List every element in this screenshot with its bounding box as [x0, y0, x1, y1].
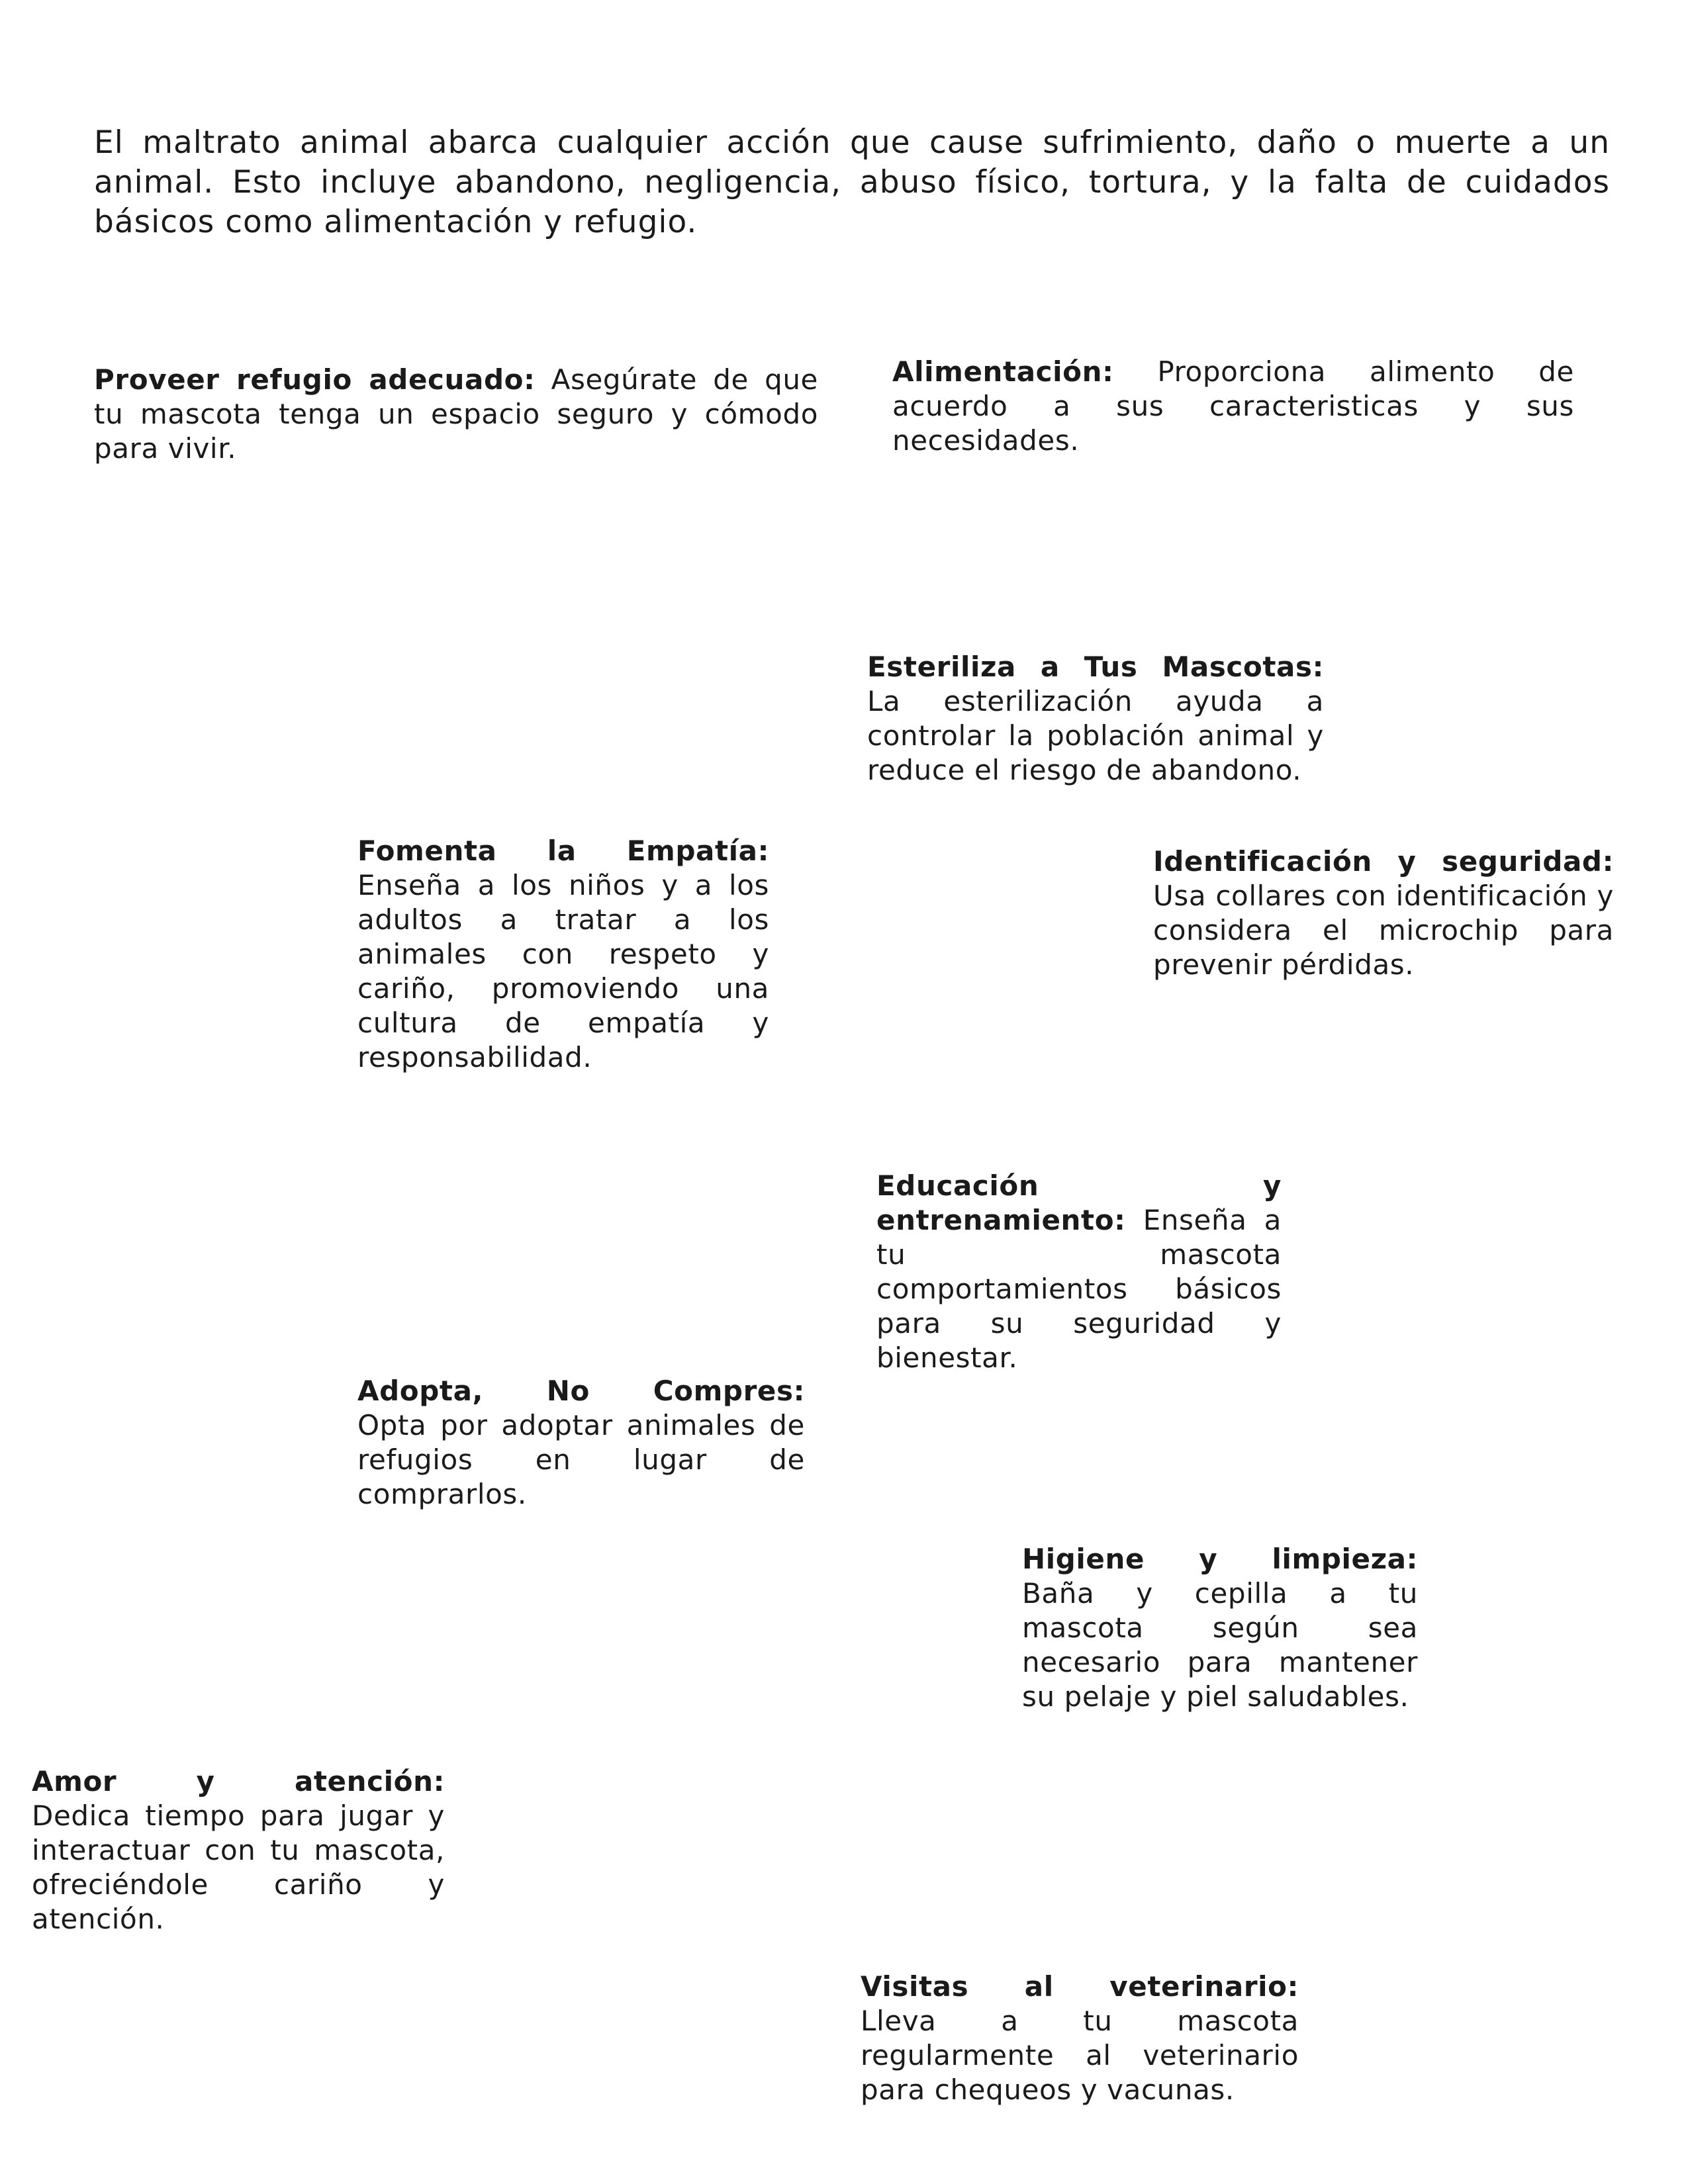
tip-text: Asegúrate de que tu mascota tenga un espacio seguro y cómodo para vivir.: [94, 363, 818, 465]
tip-text: Opta por adoptar animales de refugios en lugar de comprarlos.: [357, 1409, 805, 1510]
tip-title: Proveer refugio adecuado:: [94, 363, 536, 396]
tip-esteriliza: [867, 650, 1324, 788]
tip-alimentacion: [892, 355, 1574, 458]
tip-text: Baña y cepilla a tu mascota según sea necesario para mantener su pelaje y piel saludables.: [1022, 1577, 1418, 1713]
tip-title: Visitas al veterinario:: [861, 1970, 1299, 2003]
tip-veterinario: [861, 1970, 1299, 2107]
tip-title: Higiene y limpieza:: [1022, 1543, 1418, 1575]
tip-title: Amor y atención:: [32, 1765, 445, 1797]
tip-text: Enseña a los niños y a los adultos a tratar a los animales con respeto y cariño, promoviendo una cultura de empatía y responsabilidad.: [357, 869, 769, 1073]
tip-text: Enseña a tu mascota comportamientos básicos para su seguridad y bienestar.: [876, 1204, 1282, 1374]
tip-amor: [32, 1764, 445, 1936]
tip-educacion: [876, 1169, 1282, 1375]
tip-refugio: [94, 363, 818, 466]
tip-title: Adopta, No Compres:: [357, 1375, 805, 1407]
tip-text: Usa collares con identificación y considera el microchip para prevenir pérdidas.: [1153, 880, 1614, 981]
tip-title: Esteriliza a Tus Mascotas:: [867, 651, 1324, 683]
tip-text: Dedica tiempo para jugar y interactuar con tu mascota, ofreciéndole cariño y atención.: [32, 1799, 445, 1935]
tip-title: Alimentación:: [892, 355, 1114, 388]
tip-title: Educación y entrenamiento:: [876, 1169, 1282, 1236]
tip-adopta: [357, 1374, 805, 1512]
tip-text: Proporciona alimento de acuerdo a sus caracteristicas y sus necesidades.: [892, 355, 1574, 457]
tip-identificacion: [1153, 844, 1614, 982]
tip-title: Identificación y seguridad:: [1153, 845, 1614, 878]
tip-title: Fomenta la Empatía:: [357, 835, 769, 867]
tip-text: La esterilización ayuda a controlar la población animal y reduce el riesgo de abandono.: [867, 685, 1324, 786]
tip-text: Lleva a tu mascota regularmente al veterinario para chequeos y vacunas.: [861, 2005, 1299, 2106]
tip-empatia: [357, 834, 769, 1075]
tip-higiene: [1022, 1542, 1418, 1714]
intro-paragraph: El maltrato animal abarca cualquier acción que cause sufrimiento, daño o muerte a un animal. Esto incluye abandono, negligencia, abuso físico, tortura, y la falta de cuidados básicos como alimentación y refugio.: [94, 124, 1610, 240]
